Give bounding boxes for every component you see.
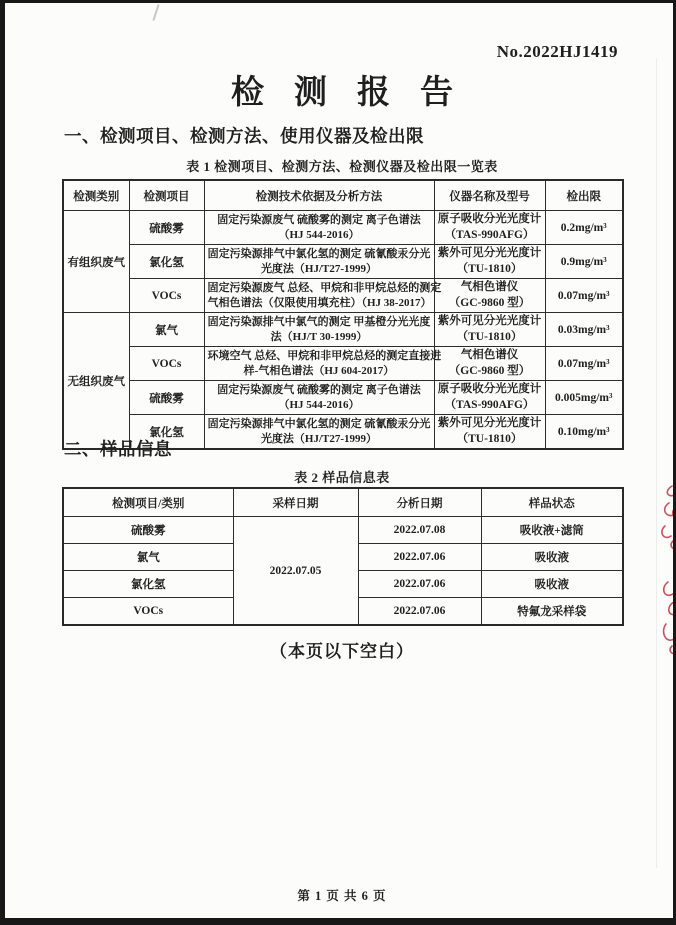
item-cell: 硫酸雾 [129, 211, 204, 245]
instrument-model: （GC-9860 型） [448, 296, 531, 309]
instrument-model: （TU-1810） [456, 262, 523, 275]
sample-state-cell: 特氟龙采样袋 [481, 598, 623, 626]
analysis-date-cell: 2022.07.06 [358, 598, 481, 626]
method-line: 固定污染源排气中氯气的测定 甲基橙分光光度 [207, 316, 431, 329]
header-cell-limit: 检出限 [545, 180, 623, 211]
sample-state-cell: 吸收液+滤筒 [481, 517, 623, 544]
table-row [63, 347, 623, 381]
method-line: 环境空气 总烃、甲烷和非甲烷总烃的测定直接进 [207, 350, 442, 363]
instrument-cell [434, 245, 545, 279]
table-row [63, 279, 623, 313]
instrument-name: 气相色谱仪 [460, 281, 519, 294]
header-cell-item: 检测项目 [129, 180, 204, 211]
method-standard: 光度法（HJ/T27-1999） [260, 262, 378, 275]
table-row [63, 245, 623, 279]
scan-edge-left [0, 0, 5, 925]
page-title: 检测报告 [231, 75, 483, 111]
limit-cell: 0.03mg/m³ [545, 313, 623, 347]
item-cell: 氯化氢 [129, 415, 204, 450]
instrument-name: 原子吸收分光光度计 [437, 383, 542, 396]
instrument-cell [434, 313, 545, 347]
table1-header-row [63, 180, 623, 211]
header-cell-analysis-date: 分析日期 [358, 488, 481, 517]
red-handwriting-mark [642, 478, 676, 662]
method-standard: （HJ 544-2016） [278, 228, 360, 241]
method-cell [204, 279, 442, 313]
instrument-model: （TU-1810） [456, 330, 523, 343]
header-cell-item-category: 检测项目/类别 [63, 488, 233, 517]
method-cell [204, 313, 434, 347]
instrument-cell [434, 211, 545, 245]
instrument-name: 紫外可见分光光度计 [437, 315, 542, 328]
scan-edge-bottom [0, 918, 676, 925]
limit-cell: 0.005mg/m³ [545, 381, 623, 415]
item-cell: 氯化氢 [63, 571, 233, 598]
instrument-model: （TU-1810） [456, 432, 523, 445]
limit-cell: 0.07mg/m³ [545, 347, 623, 381]
instrument-name: 紫外可见分光光度计 [437, 417, 542, 430]
method-cell [204, 211, 434, 245]
item-cell: 氯化氢 [129, 245, 204, 279]
method-line: 固定污染源排气中氯化氢的测定 硫氰酸汞分光 [207, 248, 431, 261]
item-cell: VOCs [129, 279, 204, 313]
header-cell-method: 检测技术依据及分析方法 [204, 180, 434, 211]
analysis-date-cell: 2022.07.08 [358, 517, 481, 544]
instrument-cell [434, 381, 545, 415]
instrument-name: 原子吸收分光光度计 [437, 213, 542, 225]
instrument-model: （TAS-990AFG） [444, 228, 535, 241]
instrument-cell [434, 279, 545, 313]
section-heading-1: 一、检测项目、检测方法、使用仪器及检出限 [64, 126, 424, 146]
item-cell: 氯气 [129, 313, 204, 347]
table-row [63, 211, 623, 245]
scan-edge-top [0, 0, 676, 3]
blank-below-note: （本页以下空白） [270, 642, 414, 661]
sample-state-cell: 吸收液 [481, 544, 623, 571]
report-number: No.2022HJ1419 [496, 42, 618, 61]
table1-detection-methods [62, 179, 624, 450]
table-row [63, 381, 623, 415]
section-heading-2: 二、样品信息 [64, 439, 172, 459]
limit-cell: 0.07mg/m³ [545, 279, 623, 313]
paper-edge-line [656, 58, 657, 868]
category-cell: 无组织废气 [63, 313, 129, 450]
item-cell: VOCs [63, 598, 233, 626]
table2-header-row [63, 488, 623, 517]
header-cell-sampling-date: 采样日期 [233, 488, 358, 517]
table-row [63, 517, 623, 544]
item-cell: VOCs [129, 347, 204, 381]
analysis-date-cell: 2022.07.06 [358, 544, 481, 571]
method-standard: 气相色谱法（仅限使用填充柱）（HJ 38-2017） [207, 296, 432, 309]
instrument-cell [434, 347, 545, 381]
method-line: 固定污染源废气 总烃、甲烷和非甲烷总烃的测定 [207, 282, 442, 295]
category-cell: 有组织废气 [63, 211, 129, 313]
item-cell: 硫酸雾 [63, 517, 233, 544]
method-cell [204, 245, 434, 279]
method-line: 固定污染源废气 硫酸雾的测定 离子色谱法 [217, 384, 421, 397]
instrument-name: 气相色谱仪 [460, 349, 519, 362]
method-line: 固定污染源排气中氯化氢的测定 硫氰酸汞分光 [207, 418, 431, 431]
header-cell-sample-state: 样品状态 [481, 488, 623, 517]
table1-caption: 表 1 检测项目、检测方法、检测仪器及检出限一览表 [186, 159, 498, 174]
method-cell [204, 347, 442, 381]
limit-cell: 0.9mg/m³ [545, 245, 623, 279]
table2-caption: 表 2 样品信息表 [294, 470, 390, 485]
method-standard: 法（HJ/T 30-1999） [270, 330, 368, 343]
method-cell [204, 381, 434, 415]
instrument-model: （GC-9860 型） [448, 364, 531, 377]
method-standard: （HJ 544-2016） [278, 398, 360, 411]
scan-smudge [152, 4, 159, 21]
instrument-name: 紫外可见分光光度计 [437, 247, 542, 260]
limit-cell: 0.2mg/m³ [545, 211, 623, 245]
header-cell-category: 检测类别 [63, 180, 129, 211]
page-number-footer: 第 1 页 共 6 页 [297, 889, 387, 903]
method-standard: 样-气相色谱法（HJ 604-2017） [243, 364, 395, 377]
method-line: 固定污染源废气 硫酸雾的测定 离子色谱法 [217, 214, 421, 226]
header-cell-instrument: 仪器名称及型号 [434, 180, 545, 211]
item-cell: 氯气 [63, 544, 233, 571]
table2-sample-info [62, 487, 624, 626]
sampling-date-cell: 2022.07.05 [233, 517, 358, 626]
item-cell: 硫酸雾 [129, 381, 204, 415]
analysis-date-cell: 2022.07.06 [358, 571, 481, 598]
instrument-model: （TAS-990AFG） [444, 398, 535, 411]
table-row [63, 313, 623, 347]
sample-state-cell: 吸收液 [481, 571, 623, 598]
limit-cell: 0.10mg/m³ [545, 415, 623, 450]
method-standard: 光度法（HJ/T27-1999） [260, 432, 378, 445]
